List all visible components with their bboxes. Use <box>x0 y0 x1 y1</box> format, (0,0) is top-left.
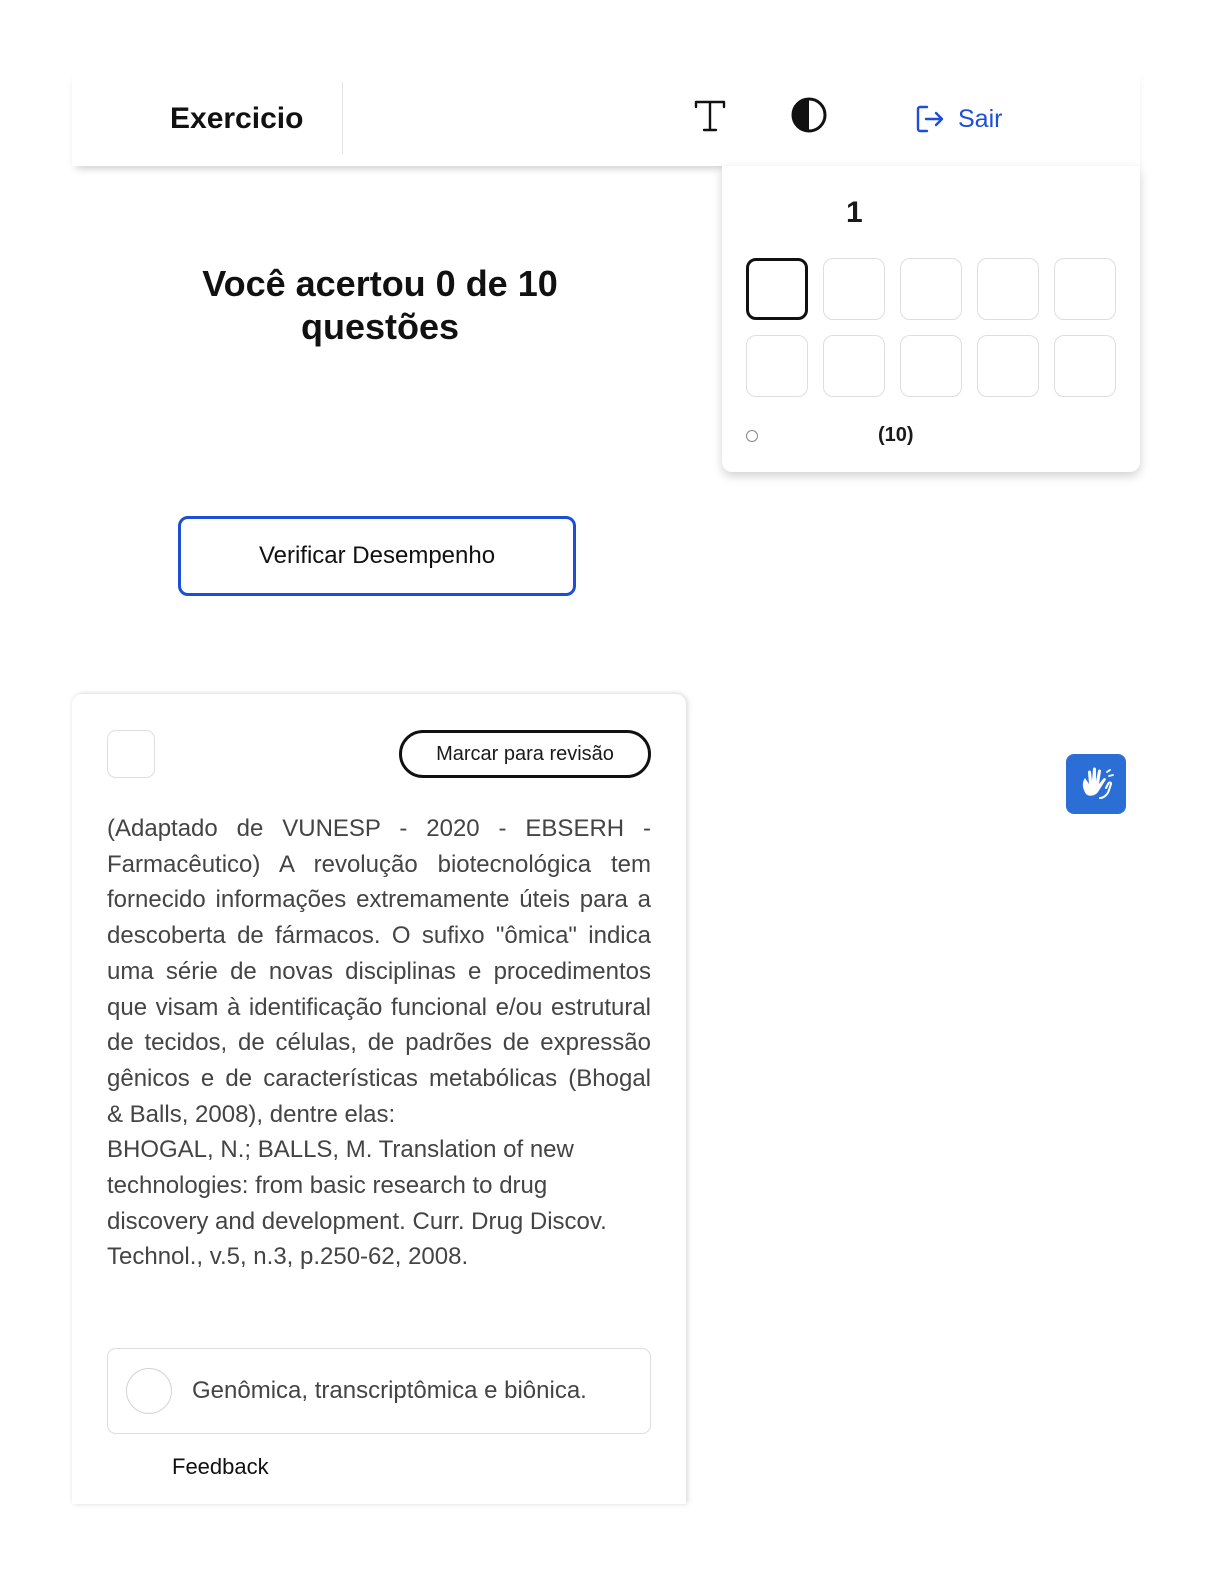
font-size-button[interactable] <box>692 96 728 136</box>
question-checkbox[interactable] <box>107 730 155 778</box>
question-navigator <box>722 166 1140 472</box>
contrast-button[interactable] <box>790 96 828 134</box>
exit-label: Sair <box>958 104 1003 133</box>
question-cell[interactable] <box>746 258 808 320</box>
question-cell[interactable] <box>746 335 808 397</box>
score-summary: Você acertou 0 de 10 questões <box>202 263 558 347</box>
question-statement <box>107 811 651 1275</box>
sign-language-hands-icon <box>1076 764 1116 804</box>
statement-reference: BHOGAL, N.; BALLS, M. Translation of new technologies: from basic research to drug discovery and development. Curr. Drug Discov. Technol., v.5, n.3, p.250-62, 2008. <box>107 1136 607 1271</box>
page-title: Exercicio <box>170 102 304 135</box>
contrast-icon <box>790 96 828 134</box>
text-size-icon <box>692 96 728 136</box>
question-cell[interactable] <box>823 258 885 320</box>
question-cell[interactable] <box>977 258 1039 320</box>
statement-text: (Adaptado de VUNESP - 2020 - EBSERH - Farmacêutico) A revolução biotecnológica tem fornecido informações extremamente úteis para a descoberta de fármacos. O sufixo "ômica" indica uma série de novas disciplinas e procedimentos que visam à identificação funcional e/ou estrutural de tecidos, de células, de padrões de expressão gênicos e de características metabólicas (Bhogal & Balls, 2008), dentre elas: <box>107 815 651 1128</box>
question-cell[interactable] <box>977 335 1039 397</box>
unanswered-count: (10) <box>878 424 914 446</box>
question-cell[interactable] <box>1054 258 1116 320</box>
top-header <box>72 70 1140 166</box>
mark-for-review-button[interactable]: Marcar para revisão <box>399 730 651 778</box>
logout-icon <box>914 103 946 135</box>
question-card <box>72 694 686 1504</box>
current-question-number: 1 <box>846 196 863 229</box>
question-cell[interactable] <box>823 335 885 397</box>
question-cell[interactable] <box>900 335 962 397</box>
header-divider <box>342 82 343 154</box>
question-cell[interactable] <box>1054 335 1116 397</box>
option-text: Genômica, transcriptômica e biônica. <box>192 1377 587 1404</box>
question-cell[interactable] <box>900 258 962 320</box>
verify-performance-button[interactable]: Verificar Desempenho <box>178 516 576 596</box>
empty-circle-icon <box>746 430 758 442</box>
libras-accessibility-button[interactable] <box>1066 754 1126 814</box>
answer-option[interactable] <box>107 1348 651 1434</box>
feedback-link[interactable]: Feedback <box>172 1454 269 1479</box>
option-radio[interactable] <box>126 1368 172 1414</box>
question-grid <box>746 258 1116 397</box>
exit-button[interactable] <box>914 102 1002 136</box>
